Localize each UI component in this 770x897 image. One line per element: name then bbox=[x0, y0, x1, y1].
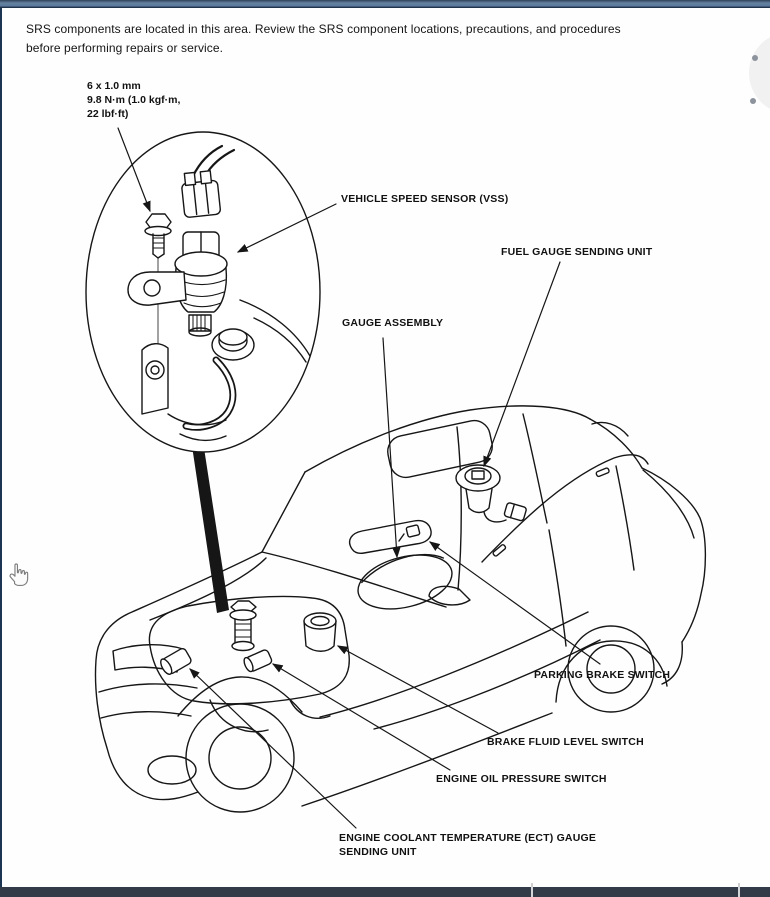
fuel-sender-drawing bbox=[456, 465, 527, 522]
brake-fluid-reservoir-drawing bbox=[304, 613, 336, 651]
callout-oil-pressure-label: ENGINE OIL PRESSURE SWITCH bbox=[436, 773, 607, 785]
oil-pressure-switch-drawing bbox=[242, 648, 273, 673]
balloon-pointer bbox=[192, 446, 229, 613]
callout-ect-line-2: SENDING UNIT bbox=[339, 846, 417, 858]
widget-dot-icon bbox=[752, 55, 758, 61]
callout-ect-label bbox=[339, 831, 599, 859]
intro-line-2: before performing repairs or service. bbox=[26, 41, 224, 55]
vss-engine-location bbox=[230, 601, 256, 651]
bottom-bar-divider bbox=[531, 887, 533, 897]
hand-cursor-icon bbox=[5, 559, 32, 591]
torque-spec-line-1: 6 x 1.0 mm bbox=[87, 80, 141, 92]
callout-vss-label: VEHICLE SPEED SENSOR (VSS) bbox=[341, 193, 509, 205]
torque-spec-line-2: 9.8 N·m (1.0 kgf·m, bbox=[87, 94, 181, 106]
callout-brake-fluid-label: BRAKE FLUID LEVEL SWITCH bbox=[487, 736, 644, 748]
callout-gauge-assembly-label: GAUGE ASSEMBLY bbox=[342, 317, 444, 329]
callout-parking-brake-label: PARKING BRAKE SWITCH bbox=[534, 669, 671, 681]
parking-brake-drawing bbox=[350, 521, 432, 554]
intro-line-1: SRS components are located in this area. Review the SRS component locations, precautions, and procedures bbox=[26, 22, 621, 36]
callout-ect-line-1: ENGINE COOLANT TEMPERATURE (ECT) GAUGE bbox=[339, 832, 597, 844]
vss-detail-balloon bbox=[86, 132, 320, 452]
ect-sender-drawing bbox=[159, 647, 193, 677]
callout-fuel-gauge-label: FUEL GAUGE SENDING UNIT bbox=[501, 246, 653, 258]
bottom-status-bar bbox=[0, 887, 770, 897]
bottom-bar-divider bbox=[738, 887, 740, 897]
torque-spec-line-3: 22 lbf·ft) bbox=[87, 108, 129, 120]
widget-dot-icon bbox=[750, 98, 756, 104]
